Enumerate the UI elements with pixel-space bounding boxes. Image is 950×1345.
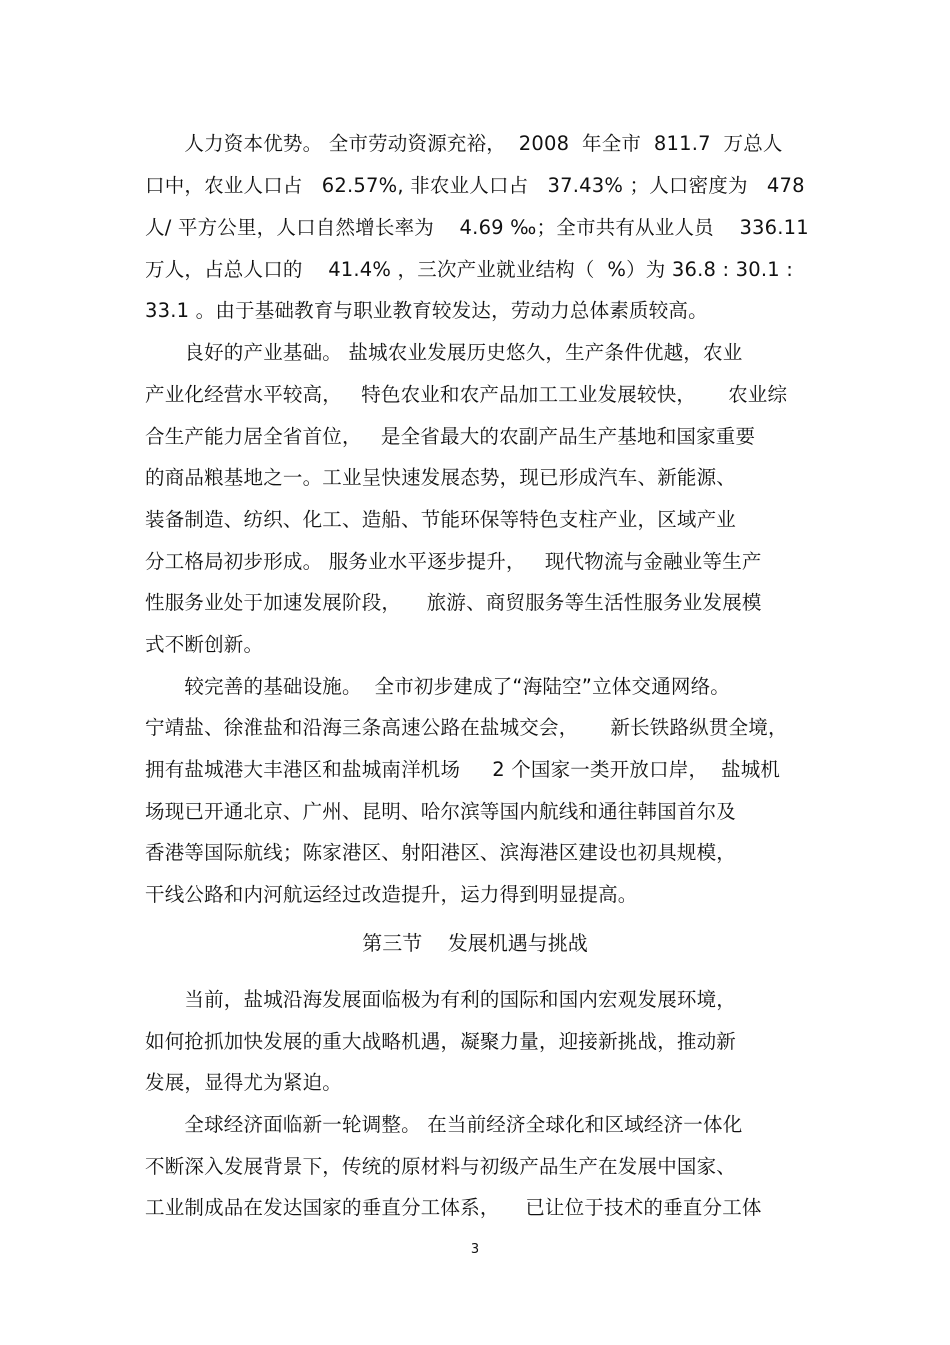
page-number: 3 — [470, 1242, 480, 1257]
text-line: 发展，显得尤为紧迫。 — [145, 1071, 343, 1094]
text-line: 较完善的基础设施。 全市初步建成了“海陆空”立体交通网络。 — [145, 675, 731, 698]
text-line: 良好的产业基础。 盐城农业发展历史悠久，生产条件优越，农业 — [145, 341, 743, 364]
text-line: 口中，农业人口占 62.57%, 非农业人口占 37.43% ；人口密度为 478 — [145, 174, 805, 197]
text-line: 人力资本优势。 全市劳动资源充裕， 2008 年全市 811.7 万总人 — [145, 132, 783, 155]
section-heading: 第三节 发展机遇与挑战 — [362, 931, 588, 955]
text-line: 式不断创新。 — [145, 633, 264, 656]
text-line: 33.1 。由于基础教育与职业教育较发达，劳动力总体素质较高。 — [145, 299, 708, 322]
text-line: 合生产能力居全省首位， 是全省最大的农副产品生产基地和国家重要 — [145, 425, 756, 448]
text-line: 性服务业处于加速发展阶段， 旅游、商贸服务等生活性服务业发展模 — [145, 591, 762, 614]
text-line: 干线公路和内河航运经过改造提升，运力得到明显提高。 — [145, 883, 638, 906]
text-line: 拥有盐城港大丰港区和盐城南洋机场 2 个国家一类开放口岸， 盐城机 — [145, 758, 781, 781]
text-line: 产业化经营水平较高， 特色农业和农产品加工工业发展较快， 农业综 — [145, 383, 788, 406]
text-line: 如何抢抓加快发展的重大战略机遇，凝聚力量，迎接新挑战，推动新 — [145, 1030, 737, 1053]
text-line: 全球经济面临新一轮调整。 在当前经济全球化和区域经济一体化 — [145, 1113, 743, 1136]
text-line: 的商品粮基地之一。工业呈快速发展态势，现已形成汽车、新能源、 — [145, 466, 737, 489]
text-line: 万人，占总人口的 41.4% ，三次产业就业结构（ %）为 36.8 : 30.1 : — [145, 258, 794, 281]
text-line: 工业制成品在发达国家的垂直分工体系， 已让位于技术的垂直分工体 — [145, 1196, 762, 1219]
text-line: 人/ 平方公里，人口自然增长率为 4.69 ‰；全市共有从业人员 336.11 — [145, 216, 809, 239]
text-line: 不断深入发展背景下，传统的原材料与初级产品生产在发展中国家、 — [145, 1155, 737, 1178]
text-line: 香港等国际航线；陈家港区、射阳港区、滨海港区建设也初具规模， — [145, 841, 737, 864]
text-line: 宁靖盐、徐淮盐和沿海三条高速公路在盐城交会， 新长铁路纵贯全境， — [145, 716, 788, 739]
text-line: 场现已开通北京、广州、昆明、哈尔滨等国内航线和通往韩国首尔及 — [145, 800, 737, 823]
text-line: 装备制造、纺织、化工、造船、节能环保等特色支柱产业，区域产业 — [145, 508, 737, 531]
text-line: 当前，盐城沿海发展面临极为有利的国际和国内宏观发展环境， — [145, 988, 737, 1011]
text-line: 分工格局初步形成。 服务业水平逐步提升， 现代物流与金融业等生产 — [145, 550, 762, 573]
